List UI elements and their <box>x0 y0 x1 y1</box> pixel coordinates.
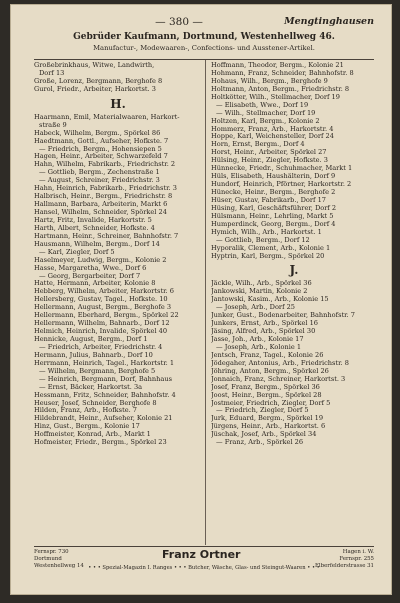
directory-entry: Horn, Ernst, Bergm., Dorf 4 <box>211 141 305 149</box>
directory-entry: Josef, Franz, Bergm., Spörkel 36 <box>211 383 320 391</box>
directory-entry: Hausmann, Wilhelm, Bergm., Dorf 14 <box>34 240 160 248</box>
directory-entry: Hatte, Hermann, Arbeiter, Kolonie 8 <box>34 280 156 288</box>
directory-entry: Hinz, Gust., Bergm., Kolonie 17 <box>34 423 140 431</box>
right-column <box>211 62 377 447</box>
footer-right-line: Hagen i. W. <box>342 549 374 555</box>
directory-entry: Hebberg, Wilhelm, Arbeiter, Harkortstr. 6 <box>34 288 174 296</box>
directory-entry: — Karl, Ziegler, Dorf 5 <box>39 248 115 256</box>
directory-entry: Helmich, Heinrich, Invalide, Spörkel 40 <box>34 328 168 336</box>
directory-entry: Humperdinck, Georg, Bergm., Dorf 4 <box>211 220 336 228</box>
banner-subtitle: Manufactur-, Modewaaren-, Confections- und Ausstener-Artikel. <box>93 44 315 52</box>
directory-entry: Hartz, Fritz, Invalide, Harkortstr. 5 <box>34 216 152 224</box>
directory-entry: Hansel, Wilhelm, Schneider, Spörkel 24 <box>34 209 167 216</box>
running-head: Mengtinghausen <box>284 16 374 27</box>
directory-entry: Hallmann, Barbara, Arbeiterin, Markt 6 <box>34 201 168 209</box>
directory-entry: Habeck, Wilhelm, Bergm., Spörkel 86 <box>34 129 161 137</box>
directory-entry: Hohaus, Wilh., Bergm., Berghofe 9 <box>211 77 328 85</box>
directory-entry: Holtzen, Karl, Bergm., Kolonie 2 <box>211 117 320 125</box>
directory-entry: Jüschak, Josef, Arb., Spörkel 34 <box>211 431 317 439</box>
directory-entry: Hohmann, Franz, Schneider, Bahnhofstr. 8 <box>211 69 354 77</box>
directory-entry: — Joseph, Arb., Kolonie 1 <box>216 343 302 351</box>
directory-entry: Herrmann, Heinrich, Tagel., Harkortstr. 1 <box>34 359 175 367</box>
directory-entry: Halbrisch, Heinr., Bergm., Friedrichstr. 8 <box>34 193 173 201</box>
directory-entry: Hennicke, August, Bergm., Dorf 1 <box>34 336 148 343</box>
directory-entry: Jöhring, Anton, Bergm., Spörkel 26 <box>211 367 329 375</box>
footer-right-line: Elberfelderstrasse 31 <box>314 563 374 569</box>
directory-entry: — August, Schreiner, Friedrichstr. 3 <box>39 177 160 185</box>
directory-entry: Gurol, Friedr., Arbeiter, Harkortst. 3 <box>34 85 156 93</box>
directory-entry: Hymich, Wilh., Arb., Harkortst. 1 <box>211 228 322 236</box>
directory-entry: Haselmeyer, Ludwig, Bergm., Kolonie 2 <box>34 256 167 264</box>
directory-entry: Hoffmeister, Konrad, Arb., Markt 1 <box>34 431 151 439</box>
directory-entry: Horst, Heinr., Arbeiter, Spörkel 27 <box>211 149 327 157</box>
footer-company-name: Franz Ortner <box>162 548 241 561</box>
directory-entry: — Joseph, Arb., Dorf 25 <box>216 304 296 312</box>
directory-entry: — Wilhelm, Bergmann, Berghofe 5 <box>39 367 156 375</box>
directory-entry: — Gottlieb, Bergm., Dorf 12 <box>216 236 310 244</box>
left-column <box>34 62 202 447</box>
footer-left-line: Dortmund <box>34 556 62 562</box>
section-heading: J. <box>289 263 299 278</box>
directory-entry: Harth, Albert, Schneider, Hofkste. 4 <box>34 224 155 232</box>
directory-entry: Jasse, Joh., Arb., Kolonie 17 <box>211 336 304 343</box>
directory-entry: — Gottlieb, Bergm., Zechenstraße 1 <box>39 169 160 177</box>
directory-entry: — Elisabeth, Wwe., Dorf 19 <box>216 101 309 109</box>
advertisement-banner <box>34 32 374 54</box>
directory-entry: straße 9 <box>39 121 67 129</box>
directory-entry: — Heinrich, Bergmann, Dorf, Bahnhaus <box>39 375 172 383</box>
directory-entry: — Wilh., Stellmacher, Dorf 19 <box>216 109 316 117</box>
directory-entry: Hommerz, Franz, Arb., Harkortstr. 4 <box>211 125 334 133</box>
directory-entry: Jankowski, Martin, Kolonie 2 <box>211 288 308 296</box>
directory-entry: Junkers, Ernst, Arb., Spörkel 16 <box>211 320 318 328</box>
directory-entry: — Franz, Arb., Spörkel 26 <box>216 439 304 447</box>
directory-entry: Jonnaich, Franz, Schreiner, Harkortst. 3 <box>211 375 346 383</box>
directory-entry: Hünecke, Heinr., Bergm., Berghofe 2 <box>211 189 336 196</box>
footer-left-line: Fernspr. 730 <box>34 549 69 555</box>
directory-entry: Hülsmann, Heinr., Lehrling, Markt 5 <box>211 212 334 220</box>
directory-entry: Hilden, Franz, Arb., Hofkste. 7 <box>34 407 138 415</box>
directory-entry: Jantowski, Kasim., Arb., Kolonie 15 <box>211 296 329 304</box>
directory-entry: Joost, Heinr., Bergm., Spörkel 28 <box>211 391 322 399</box>
directory-entry: Hessmann, Fritz, Schneider, Bahnhofstr. 4 <box>34 391 176 399</box>
directory-entry: Hellermann, August, Bergm., Berghofe 3 <box>34 304 172 312</box>
directory-entry: Haedtmann, Gottl., Aufseher, Hofkste. 7 <box>34 137 169 145</box>
directory-entry: Hellermann, Wilhelm, Bahnarb., Dorf 12 <box>34 320 170 328</box>
directory-entry: Jurk, Eduard, Bergm., Spörkel 19 <box>211 415 324 423</box>
directory-entry: Hoffmann, Theodor, Bergm., Kolonie 21 <box>211 62 344 69</box>
page-number: — 380 — <box>155 16 203 28</box>
bottom-rule <box>34 546 374 547</box>
directory-entry: Hyptrin, Karl, Bergm., Spörkel 20 <box>211 252 325 260</box>
directory-entry: Hüls, Elisabeth, Haushälterin, Dorf 9 <box>211 173 336 181</box>
footer-left-line: Westenhellweg 14 <box>34 563 84 569</box>
directory-entry: Großebrinkhaus, Witwe, Landwirth, <box>34 62 155 69</box>
footer-right-line: Fernspr. 255 <box>339 556 374 562</box>
directory-entry: Holtkötter, Wilh., Stellmacher, Dorf 19 <box>211 93 340 101</box>
column-divider <box>205 60 206 545</box>
directory-entry: Hundorf, Heinrich, Pförtner, Harkortstr. 2 <box>211 181 352 189</box>
directory-entry: Hildebrandt, Heinr., Aufseher, Kolonie 21 <box>34 415 173 423</box>
directory-page <box>10 4 392 595</box>
directory-entry: Hyporalik, Clement, Arb., Kolonie 1 <box>211 244 331 252</box>
top-rule <box>34 59 374 60</box>
directory-entry: Hülsing, Heinr., Ziegler, Hofkste. 3 <box>211 157 328 165</box>
directory-entry: — Ernst, Bäcker, Harkortst. 3a <box>39 383 143 391</box>
directory-entry: Hellermann, Eberhard, Bergm., Spörkel 22 <box>34 312 179 320</box>
directory-entry: Hagen, Heinr., Arbeiter, Schwarzefeld 7 <box>34 153 168 161</box>
directory-entry: Hofmeister, Friedr., Bergm., Spörkel 23 <box>34 439 167 447</box>
footer-advertisement <box>34 549 374 589</box>
directory-entry: Dorf 13 <box>39 69 65 77</box>
directory-entry: Jäsing, Alfred, Arb., Spörkel 30 <box>211 328 316 336</box>
directory-entry: Hermann, Julius, Bahnarb., Dorf 10 <box>34 351 153 359</box>
directory-entry: Hoppe, Karl, Weichensteller, Dorf 24 <box>211 133 334 141</box>
directory-entry: Hellersberg, Gustav, Tagel., Hofkste. 10 <box>34 296 168 304</box>
directory-entry: Jäckle, Wilh., Arb., Spörkel 36 <box>211 280 312 288</box>
directory-entry: Hüser, Gustav, Fabrikarb., Dorf 17 <box>211 196 326 204</box>
directory-entry: Heuser, Josef, Schneider, Berghofe 8 <box>34 399 157 407</box>
section-heading: H. <box>110 96 126 111</box>
directory-entry: Jentsch, Franz, Tagel., Kolonie 26 <box>211 351 324 359</box>
directory-entry: — Friedrich, Ziegler, Dorf 5 <box>216 407 309 415</box>
directory-entry: Jürgens, Heinr., Arb., Harkortst. 6 <box>211 423 326 431</box>
directory-entry: Hünnecke, Friedr., Schuhmacher, Markt 1 <box>211 165 353 173</box>
directory-entry: Hahn, Heinrich, Fabrikarb., Friedrichstr. 3 <box>34 185 177 193</box>
directory-entry: Jostmeier, Friedrich, Ziegler, Dorf 5 <box>211 399 331 407</box>
directory-entry: Hartmann, Heinr., Schreiner, Bahnhofstr. 7 <box>34 232 179 240</box>
directory-entry: Hahn, Wilhelm, Fabrikarb., Friedrichstr. 2 <box>34 161 176 169</box>
directory-entry: Hüsing, Karl, Geschäftsführer, Dorf 2 <box>211 204 337 212</box>
directory-entry: — Friedrich, Arbeiter, Friedrichstr. 4 <box>39 343 163 351</box>
directory-entry: Große, Lorenz, Bergmann, Berghofe 8 <box>34 77 163 85</box>
footer-slogan: • • • Spezial-Magazin I. Ranges • • • Butcher, Wäsche, Glas- und Steingut-Waaren • • • <box>88 565 320 571</box>
directory-entry: Haarmann, Emil, Materialwaaren, Harkort- <box>34 113 180 121</box>
directory-entry: Hasse, Margaretha, Wwe., Dorf 6 <box>34 264 147 272</box>
directory-entry: Jödegaher, Antonius, Arb., Friedrichstr. 8 <box>211 359 349 367</box>
directory-entry: — Georg, Bergarbeiter, Dorf 7 <box>39 272 141 280</box>
directory-entry: Holtmann, Anton, Bergm., Friedrichstr. 8 <box>211 85 350 93</box>
page-header <box>34 16 374 32</box>
banner-title: Gebrüder Kaufmann, Dortmund, Westenhellweg 46. <box>73 32 335 42</box>
directory-entry: Junker, Gust., Bodenarbeiter, Bahnhofstr. 7 <box>211 312 355 320</box>
directory-entry: — Friedrich, Bergm., Hohensiepen 5 <box>39 145 162 153</box>
